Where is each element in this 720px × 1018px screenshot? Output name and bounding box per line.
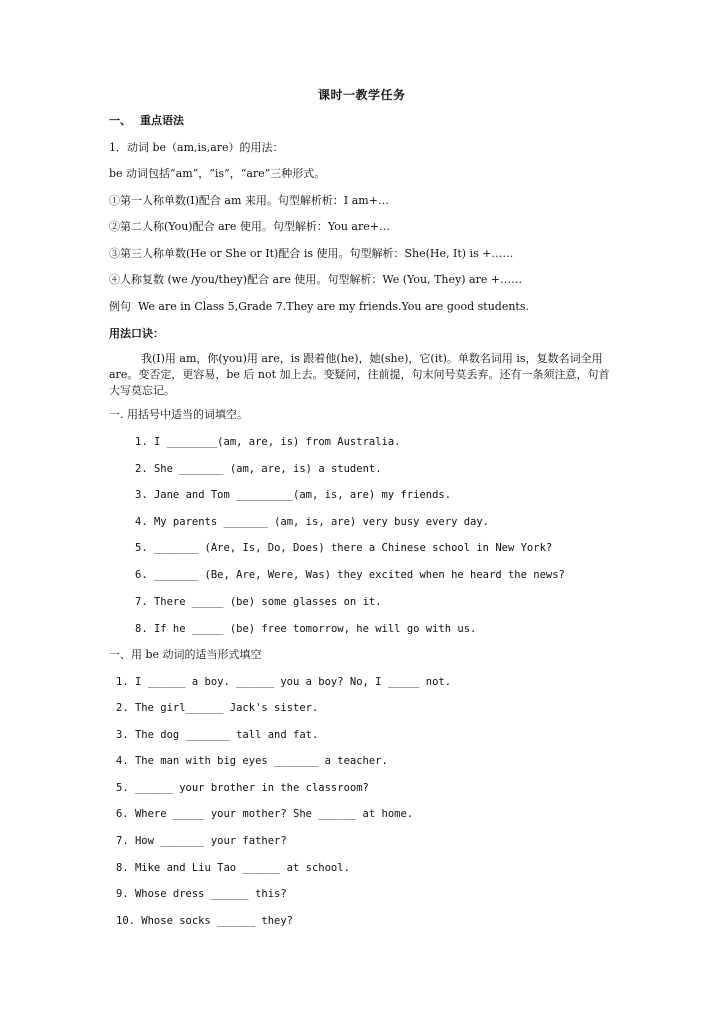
exercise1-item: 7. There _____ (be) some glasses on it. [135,596,382,608]
grammar-example: 例句 We are in Class 5,Grade 7.They are my friends.You are good students. [109,300,529,313]
section-number: 一、 [109,114,131,127]
exercise2-item: 2. The girl______ Jack's sister. [116,702,319,714]
exercise1-item: 6. _______ (Be, Are, Were, Was) they excited when he heard the news? [135,569,565,581]
exercise1-item: 2. She _______ (am, are, is) a student. [135,463,382,475]
exercise1-item: 3. Jane and Tom _________(am, is, are) my friends. [135,489,452,501]
exercise2-item: 6. Where _____ your mother? She ______ at home. [116,808,414,820]
exercise2-item: 5. ______ your brother in the classroom? [116,782,369,794]
exercise1-item: 5. _______ (Are, Is, Do, Does) there a Chinese school in New York? [135,542,553,554]
page-title: 课时一教学任务 [318,88,406,102]
exercise2-item: 3. The dog _______ tall and fat. [116,729,319,741]
exercise2-heading: 一、用 be 动词的适当形式填空 [109,648,262,661]
section-heading: 重点语法 [140,114,184,127]
exercise2-item: 10. Whose socks ______ they? [116,915,294,927]
mnemonic-heading: 用法口诀： [109,327,164,340]
exercise2-item: 8. Mike and Liu Tao ______ at school. [116,862,350,874]
grammar-item-title: 1．动词 be（am,is,are）的用法： [109,141,284,154]
exercise2-item: 4. The man with big eyes _______ a teacher. [116,755,388,767]
exercise1-item: 1. I ________(am, are, is) from Australia. [135,436,401,448]
exercise2-item: 7. How _______ your father? [116,835,287,847]
grammar-rule: ④人称复数 (we /you/they)配合 are 使用。句型解析：We (You, They) are +…… [109,273,523,286]
grammar-rule: ②第二人称(You)配合 are 使用。句型解析：You are+… [109,220,390,233]
grammar-rule: ③第三人称单数(He or She or It)配合 is 使用。句型解析：She(He, It) is +…… [109,247,514,260]
exercise2-item: 9. Whose dress ______ this? [116,888,287,900]
exercise1-item: 8. If he _____ (be) free tomorrow, he will go with us. [135,623,477,635]
grammar-rule: ①第一人称单数(I)配合 am 来用。句型解析析：I am+… [109,194,389,207]
exercise2-item: 1. I ______ a boy. ______ you a boy? No, I _____ not. [116,676,452,688]
mnemonic-text: 我(I)用 am，你(you)用 are，is 跟着他(he)，她(she)，它(it)。单数名词用 is，复数名词全用 are。变否定，更容易，be 后 not 加上去。变疑问，往前提，句末问号莫丢弃。还有一条须注意，句首大写莫忘记。 [109,352,610,397]
exercise1-item: 4. My parents _______ (am, is, are) very busy every day. [135,516,490,528]
exercise1-heading: 一. 用括号中适当的词填空。 [109,408,248,421]
grammar-intro: be 动词包括“am”，“is”，“are”三种形式。 [109,167,326,180]
